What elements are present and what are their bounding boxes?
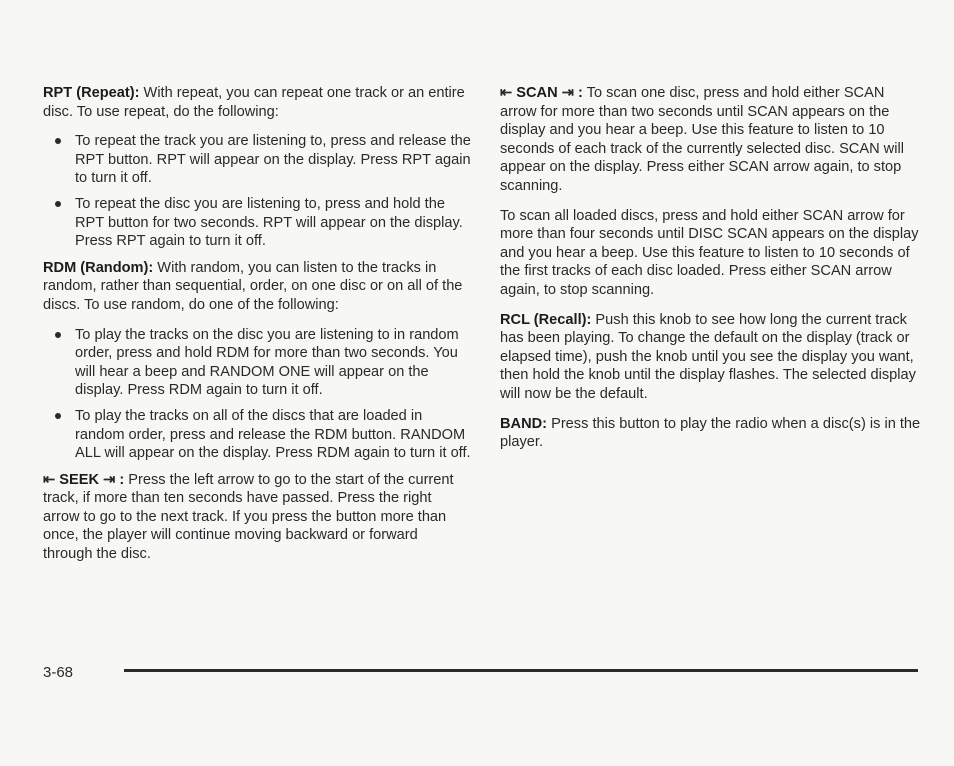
- footer-divider: [124, 669, 918, 672]
- list-item: [43, 132, 471, 188]
- seek-left-arrow-icon: ⇤: [43, 471, 56, 488]
- scan-left-arrow-icon: ⇤: [500, 85, 513, 101]
- scan-label: SCAN: [512, 85, 562, 101]
- seek-colon: :: [115, 471, 125, 488]
- list-item-text: To play the tracks on all of the discs that are loaded in random order, press and release the RDM button. RANDOM ALL will appear on the display. Press RDM again to turn it off.: [75, 407, 471, 462]
- scan-right-arrow-icon: ⇥: [561, 85, 574, 101]
- rdm-bullet-list: [43, 326, 471, 463]
- list-item: [43, 326, 471, 400]
- list-item: [43, 407, 471, 463]
- band-paragraph: [500, 415, 922, 452]
- scan-paragraph: [500, 84, 922, 196]
- list-item-text: To repeat the disc you are listening to, press and hold the RPT button for two seconds. RPT will appear on the display. Press RPT again to turn it off.: [75, 195, 463, 250]
- rpt-bullet-list: [43, 132, 471, 251]
- scan-all-paragraph: To scan all loaded discs, press and hold either SCAN arrow for more than four seconds until DISC SCAN appears on the display and you hear a beep. Use this feature to listen to 10 seconds of the first tracks of each disc loaded. Press either SCAN arrow again, to stop scanning.: [500, 207, 919, 298]
- rdm-text: With random, you can listen to the tracks in random, rather than sequential, order, on one disc or on all of the discs. To use random, do one of the following:: [43, 259, 463, 313]
- rcl-paragraph: [500, 311, 922, 404]
- rcl-text: Push this knob to see how long the current track has been playing. To change the default on the display (track or elapsed time), push the knob until you see the display you want, then hold the knob until the display flashes. The selected display will now be the default.: [500, 311, 916, 402]
- list-item-text: To play the tracks on the disc you are listening to in random order, press and hold RDM for more than two seconds. You will hear a beep and RANDOM ONE will appear on the display. Press RDM again to turn it off.: [75, 326, 459, 399]
- bullet-icon: [55, 138, 61, 144]
- rpt-text: With repeat, you can repeat one track or an entire disc. To use repeat, do the following:: [43, 85, 465, 120]
- right-column: [500, 84, 922, 463]
- seek-paragraph: [43, 471, 471, 564]
- rcl-label: RCL (Recall):: [500, 311, 592, 328]
- rdm-paragraph: [43, 259, 471, 315]
- list-item-text: To repeat the track you are listening to, press and release the RPT button. RPT will appear on the display. Press RPT again to turn it off.: [75, 133, 471, 187]
- seek-right-arrow-icon: ⇥: [103, 471, 116, 488]
- list-item: [43, 195, 471, 251]
- bullet-icon: [55, 201, 61, 207]
- seek-text: Press the left arrow to go to the start of the current track, if more than ten seconds have passed. Press the right arrow to go to the next track. If you press the button more than once, the player will continue moving backward or forward through the disc.: [43, 471, 454, 563]
- seek-label: SEEK: [55, 471, 104, 488]
- scan-text: To scan one disc, press and hold either SCAN arrow for more than two seconds until SCAN appears on the display and you hear a beep. Use this feature to listen to 10 seconds of each track of the currently selected disc. SCAN will appear on the display. Press either SCAN arrow again, to stop scanning.: [500, 85, 904, 194]
- left-column: [43, 84, 471, 575]
- bullet-icon: [55, 413, 61, 419]
- rpt-label: RPT (Repeat):: [43, 85, 140, 101]
- page-number: 3-68: [43, 664, 74, 681]
- rdm-label: RDM (Random):: [43, 259, 154, 276]
- rpt-paragraph: [43, 84, 471, 121]
- bullet-icon: [55, 332, 61, 338]
- band-text: Press this button to play the radio when a disc(s) is in the player.: [500, 415, 921, 451]
- scan-colon: :: [573, 85, 583, 101]
- band-label: BAND:: [500, 415, 548, 432]
